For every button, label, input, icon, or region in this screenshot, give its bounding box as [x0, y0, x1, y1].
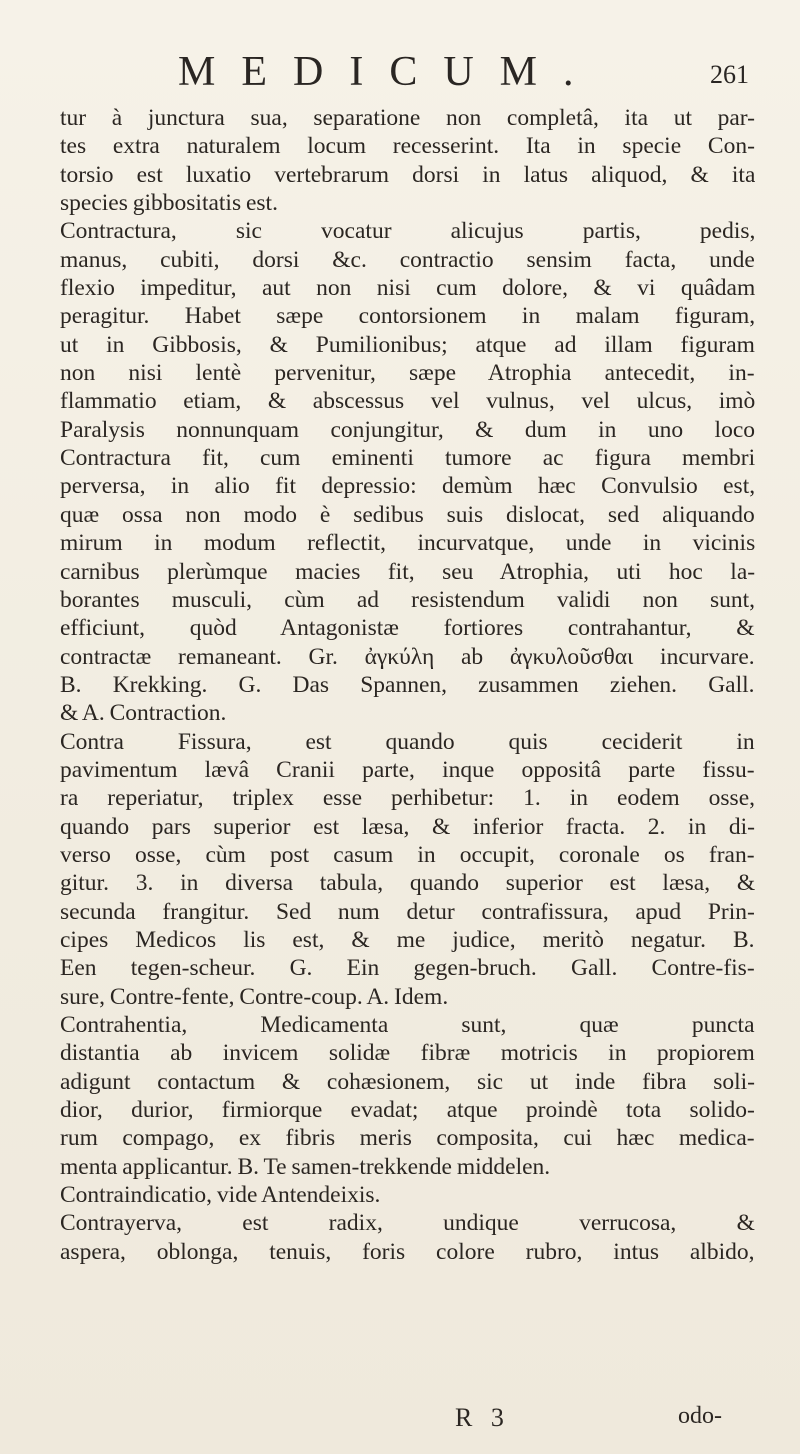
signature-mark: R 3	[455, 1403, 510, 1432]
text-line: B. Krekking. G. Das Spannen, zusammen ziehen. Gall.	[60, 671, 755, 698]
text-line: Contractura fit, cum eminenti tumore ac figura membri	[60, 445, 755, 472]
text-line: perversa, in alio fit depressio: demùm hæc Convulsio est,	[60, 473, 755, 500]
body-text	[60, 104, 755, 1266]
text-line: gitur. 3. in diversa tabula, quando superior est læsa, &	[60, 870, 755, 897]
text-line: sure, Contre-fente, Contre-coup. A. Idem.	[60, 983, 449, 1010]
text-line: flexio impeditur, aut non nisi cum dolore, & vi quâdam	[60, 275, 755, 302]
text-line: quæ ossa non modo è sedibus suis dislocat, sed aliquando	[60, 501, 755, 528]
entry-heading-line: Contrayerva, est radix, undique verrucosa, &	[60, 1210, 755, 1237]
text-line: dior, durior, firmiorque evadat; atque proindè tota solido-	[60, 1097, 755, 1124]
text-line: Een tegen-scheur. G. Ein gegen-bruch. Gall. Contre-fis-	[60, 955, 755, 982]
text-line: adigunt contactum & cohæsionem, sic ut inde fibra soli-	[60, 1068, 755, 1095]
text-line: borantes musculi, cùm ad resistendum validi non sunt,	[60, 586, 755, 613]
text-line: manus, cubiti, dorsi &c. contractio sensim facta, unde	[60, 246, 755, 273]
text-line: aspera, oblonga, tenuis, foris colore rubro, intus albido,	[60, 1238, 755, 1265]
running-head-title: MEDICUM.	[178, 49, 600, 95]
text-line: efficiunt, quòd Antagonistæ fortiores contrahantur, &	[60, 615, 755, 642]
text-line: contractæ remaneant. Gr. ἀγκύλη ab ἀγκυλοῦσθαι incurvare.	[60, 643, 755, 670]
entry-heading-line: Contra Fissura, est quando quis ceciderit in	[60, 728, 755, 755]
text-line: non nisi lentè pervenitur, sæpe Atrophia antecedit, in-	[60, 360, 755, 387]
entry-heading-line: Contrahentia, Medicamenta sunt, quæ puncta	[60, 1012, 755, 1038]
text-line: ra reperiatur, triplex esse perhibetur: 1. in eodem osse,	[60, 785, 755, 812]
text-line: menta applicantur. B. Te samen-trekkende middelen.	[60, 1153, 551, 1180]
text-line: rum compago, ex fibris meris composita, cui hæc medica-	[60, 1125, 755, 1152]
text-line: verso osse, cùm post casum in occupit, coronale os fran-	[60, 841, 755, 868]
running-head	[0, 48, 800, 96]
text-line: Paralysis nonnunquam conjungitur, & dum in uno loco	[60, 416, 755, 443]
text-line: quando pars superior est læsa, & inferior fracta. 2. in di-	[60, 813, 755, 840]
page-number: 261	[710, 60, 749, 89]
text-line: pavimentum lævâ Cranii parte, inque oppositâ parte fissu-	[60, 756, 755, 783]
text-line: torsio est luxatio vertebrarum dorsi in latus aliquod, & ita	[60, 161, 755, 188]
text-line: tur à junctura sua, separatione non completâ, ita ut par-	[60, 105, 755, 131]
text-line: mirum in modum reflectit, incurvatque, unde in vicinis	[60, 530, 755, 557]
text-line: cipes Medicos lis est, & me judice, meritò negatur. B.	[60, 926, 755, 953]
text-line: secunda frangitur. Sed num detur contrafissura, apud Prin-	[60, 898, 755, 925]
text-line: peragitur. Habet sæpe contorsionem in malam figuram,	[60, 303, 755, 330]
text-line: ut in Gibbosis, & Pumilionibus; atque ad illam figuram	[60, 331, 755, 358]
text-line: & A. Contraction.	[60, 700, 227, 727]
entry-heading-line: Contractura, sic vocatur alicujus partis, pedis,	[60, 218, 755, 245]
catchword: odo-	[678, 1403, 722, 1429]
page-footer	[0, 1403, 800, 1435]
text-line: carnibus plerùmque macies fit, seu Atrophia, uti hoc la-	[60, 558, 755, 585]
entry-heading-line: Contraindicatio, vide Antendeixis.	[60, 1182, 381, 1209]
text-line: flammatio etiam, & abscessus vel vulnus, vel ulcus, imò	[60, 388, 755, 415]
text-line: tes extra naturalem locum recesserint. Ita in specie Con-	[60, 133, 755, 160]
text-line: species gibbositatis est.	[60, 190, 278, 217]
text-line: distantia ab invicem solidæ fibræ motricis in propiorem	[60, 1040, 755, 1067]
